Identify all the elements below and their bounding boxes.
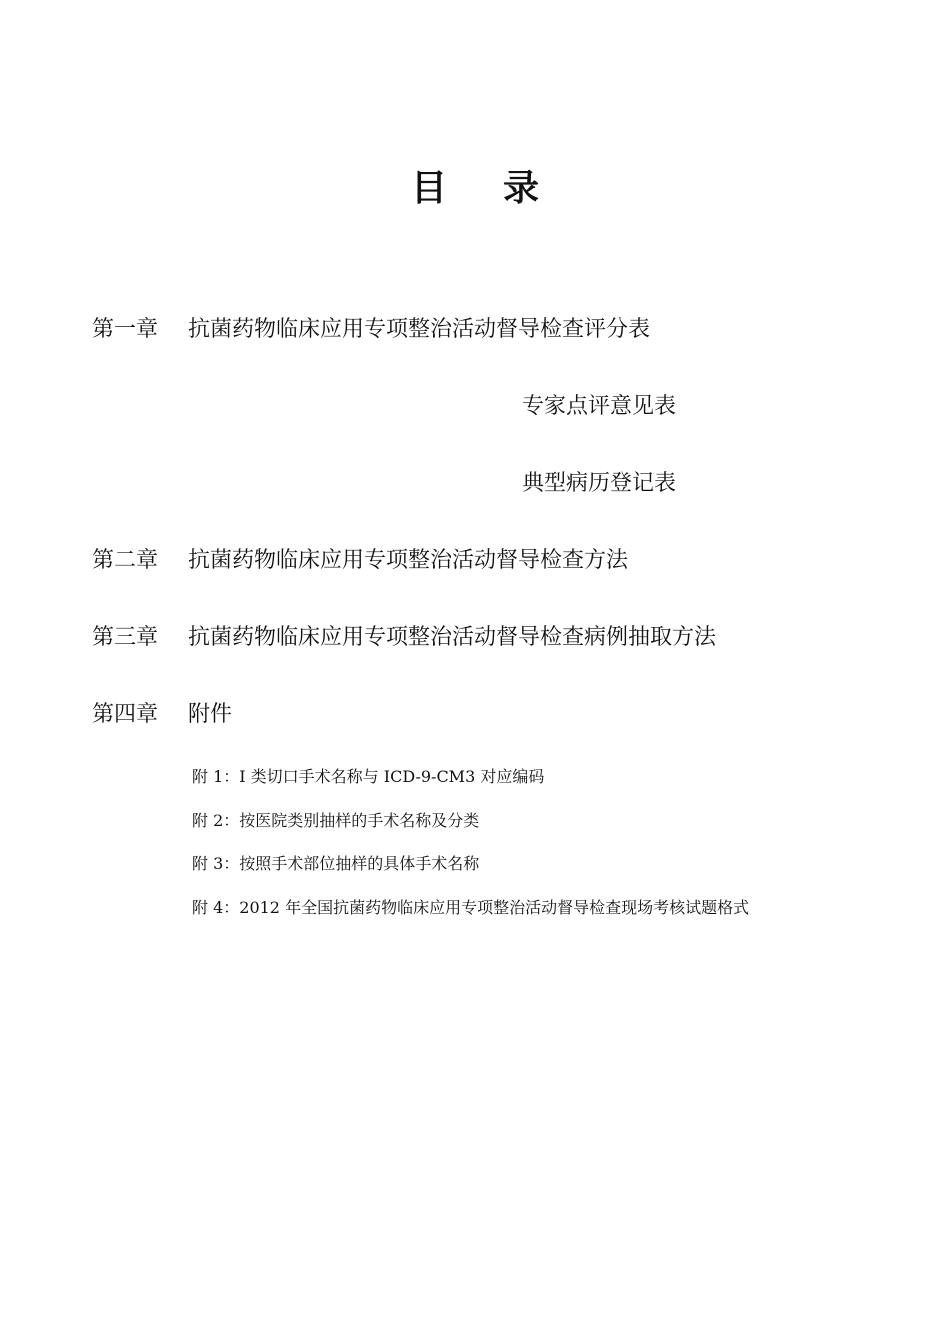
- chapter-title: 抗菌药物临床应用专项整治活动督导检查方法: [188, 548, 629, 573]
- toc-appendix-2[interactable]: 附 2：按医院类别抽样的手术名称及分类: [192, 811, 480, 830]
- page-title: [0, 160, 950, 211]
- toc-entry-typical-case-form[interactable]: [522, 469, 676, 499]
- toc-appendix-4[interactable]: 附 4：2012 年全国抗菌药物临床应用专项整治活动督导检查现场考核试题格式: [192, 898, 750, 917]
- chapter-title: 附件: [188, 702, 233, 727]
- chapter-label: 第四章: [92, 702, 159, 727]
- toc-entry-expert-review-form[interactable]: [522, 392, 676, 422]
- chapter-label: 第二章: [92, 548, 159, 573]
- toc-appendix-1[interactable]: 附 1：I 类切口手术名称与 ICD-9-CM3 对应编码: [192, 767, 545, 786]
- title-char-2: 录: [503, 168, 540, 209]
- chapter-title: 抗菌药物临床应用专项整治活动督导检查评分表: [188, 317, 651, 342]
- sub-entry-title: 典型病历登记表: [522, 471, 677, 496]
- toc-entry-chapter-4[interactable]: [92, 700, 232, 730]
- chapter-title: 抗菌药物临床应用专项整治活动督导检查病例抽取方法: [188, 625, 717, 650]
- chapter-label: 第一章: [92, 317, 159, 342]
- sub-entry-title: 专家点评意见表: [522, 394, 677, 419]
- toc-entry-chapter-1[interactable]: [92, 315, 650, 345]
- toc-entry-chapter-3[interactable]: [92, 623, 716, 653]
- title-char-1: 目: [410, 168, 447, 209]
- chapter-label: 第三章: [92, 625, 159, 650]
- toc-appendix-3[interactable]: 附 3：按照手术部位抽样的具体手术名称: [192, 854, 480, 873]
- toc-entry-chapter-2[interactable]: [92, 546, 628, 576]
